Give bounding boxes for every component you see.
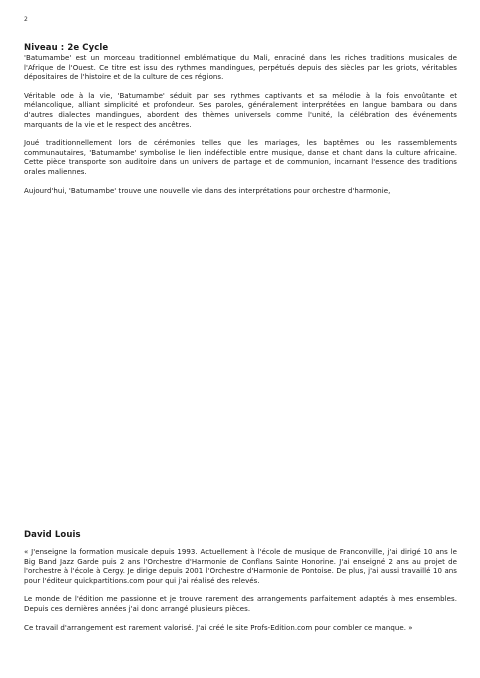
bio-block: [24, 548, 457, 642]
description-paragraph-truncated: Aujourd'hui, 'Batumambe' trouve une nouvelle vie dans des interprétations pour orchestre d'harmonie,: [24, 186, 391, 195]
author-heading: David Louis: [24, 530, 81, 540]
page-number: 2: [24, 16, 28, 23]
description-paragraph: Véritable ode à la vie, 'Batumambe' séduit par ses rythmes captivants et sa mélodie à la fois envoûtante et mélancolique, alliant simplicité et profondeur. Ses paroles, généralement interprétées en langue bambara ou dans d'autres dialectes mandingues, abordent des thèmes universels comme l'unité, la célébration des événements marquants de la vie et le respect des ancêtres.: [24, 91, 457, 129]
bio-paragraph: « J'enseigne la formation musicale depuis 1993. Actuellement à l'école de musique de Franconville, j'ai dirigé 10 ans le Big Band Jazz Garde puis 2 ans l'Orchestre d'Harmonie de Conflans Sainte Honorine. J'ai enseigné 2 ans au projet de l'orchestre à l'école à Cergy. Je dirige depuis 2001 l'Orchestre d'Harmonie de Pontoise. De plus, j'ai aussi travaillé 10 ans pour l'éditeur quickpartitions.com pour qui j'ai réalisé des relevés.: [24, 548, 457, 585]
level-heading: Niveau : 2e Cycle: [24, 43, 109, 53]
description-block: [24, 54, 457, 205]
description-paragraph: 'Batumambe' est un morceau traditionnel emblématique du Mali, enraciné dans les riches traditions musicales de l'Afrique de l'Ouest. Ce titre est issu des rythmes mandingues, perpétués depuis des siècles par les griots, véritables dépositaires de l'histoire et de la culture de ces régions.: [24, 54, 457, 82]
bio-paragraph: Ce travail d'arrangement est rarement valorisé. J'ai créé le site Profs-Edition.com pour combler ce manque. »: [24, 623, 413, 632]
description-paragraph: Joué traditionnellement lors de cérémonies telles que les mariages, les baptêmes ou les rassemblements communautaires, 'Batumambe' symbolise le lien indéfectible entre musique, danse et chant dans la culture africaine. Cette pièce transporte son auditoire dans un univers de partage et de communion, incarnant l'essence des traditions orales maliennes.: [24, 139, 457, 176]
bio-paragraph: Le monde de l'édition me passionne et je trouve rarement des arrangements parfaitement adaptés à mes ensembles. Depuis ces dernières années j'ai donc arrangé plusieurs pièces.: [24, 595, 457, 613]
